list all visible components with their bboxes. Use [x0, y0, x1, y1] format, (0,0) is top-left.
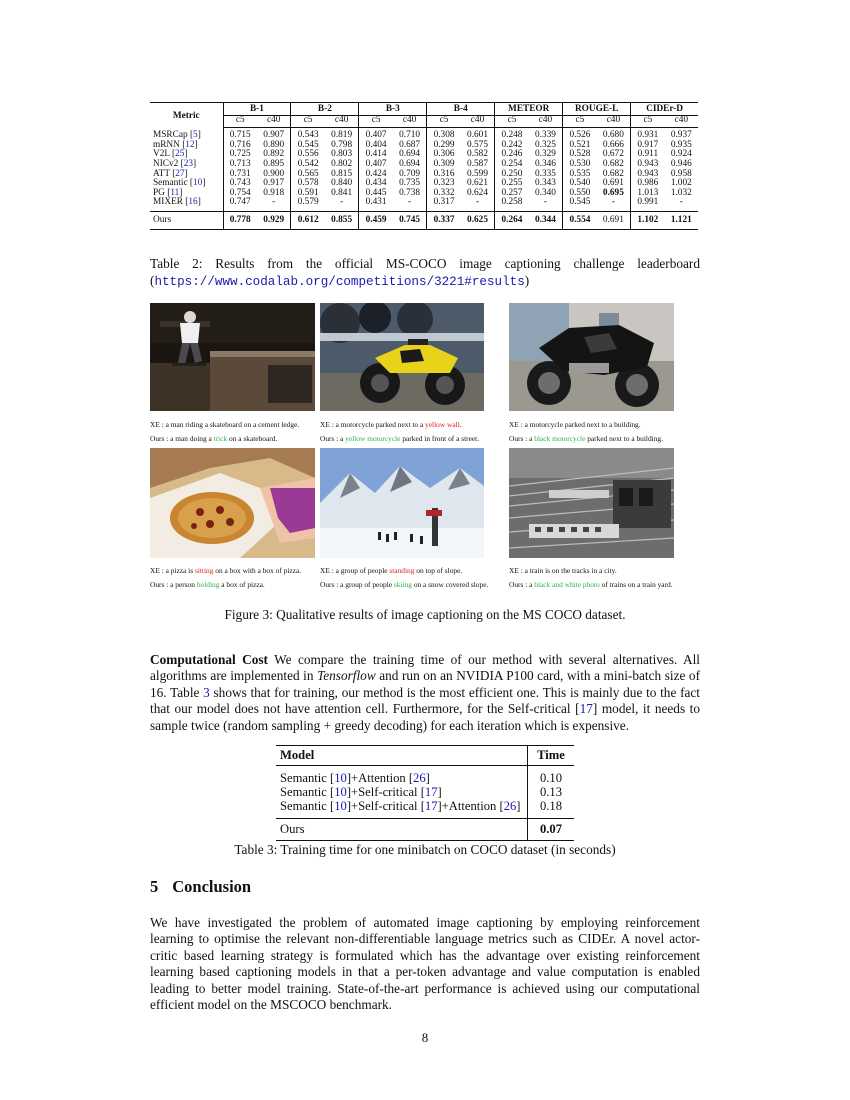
- value-cell: 0.855: [325, 211, 359, 229]
- value-cell: 0.526: [563, 128, 597, 141]
- value-cell: 0.991: [631, 198, 665, 211]
- method-cell: Ours: [150, 211, 223, 229]
- value-cell: 0.754: [223, 189, 257, 199]
- subheader: c40: [325, 115, 359, 128]
- value-cell: 0.819: [331, 130, 353, 141]
- value-cell: 0.621: [467, 178, 488, 189]
- time-cell: 0.18: [528, 799, 575, 819]
- value-cell: 0.802: [331, 158, 353, 169]
- value-cell: 0.924: [670, 149, 692, 160]
- metric-header: Metric: [150, 103, 223, 128]
- method-cell: MIXER [16]: [153, 197, 201, 208]
- value-cell: 0.299: [427, 141, 461, 151]
- computational-cost-paragraph: Computational Cost We compare the training time of our method with several alternatives. All algorithms are implemented in Tensorflow and run on an NVIDIA P100 card, with a mini-batch size of 16. Table 3 shows that for training, our method is the most efficient one. This is mainly due to the fact that our model does not have attention cell. Furthermore, for the Self-critical [17] model, it needs to sample twice (random sampling + greedy decoding) for each iteration which is expensive.: [150, 652, 700, 733]
- value-cell: 0.575: [467, 139, 488, 150]
- value-cell: 0.738: [399, 187, 421, 198]
- ski-slope-photo: [320, 448, 484, 558]
- value-cell: 0.264: [495, 211, 529, 229]
- value-cell: 0.798: [331, 139, 353, 150]
- value-cell: 0.943: [631, 160, 665, 170]
- value-cell: 0.958: [670, 168, 692, 179]
- value-cell: 0.431: [359, 198, 393, 211]
- value-cell: 0.340: [534, 187, 556, 198]
- group-header: METEOR: [495, 103, 563, 116]
- model-cell: Semantic [10]+Self-critical [17]+Attention [26]: [280, 799, 521, 813]
- value-cell: 0.254: [495, 160, 529, 170]
- value-cell: 0.255: [495, 179, 529, 189]
- value-cell: 0.250: [495, 170, 529, 180]
- value-cell: 0.710: [399, 130, 421, 141]
- caption-xe-6: XE : a train is on the tracks in a city.: [509, 566, 617, 575]
- value-cell: 0.986: [631, 179, 665, 189]
- subheader: c5: [291, 115, 325, 128]
- value-cell: 0.257: [495, 189, 529, 199]
- subheader: c40: [393, 115, 427, 128]
- value-cell: 0.731: [223, 170, 257, 180]
- citation-link[interactable]: 5: [193, 129, 198, 140]
- value-cell: 0.890: [263, 139, 285, 150]
- citation-link[interactable]: 12: [185, 139, 195, 150]
- value-cell: 0.815: [331, 168, 353, 179]
- value-cell: 0.530: [563, 160, 597, 170]
- subheader: c40: [257, 115, 291, 128]
- value-cell: 0.911: [631, 150, 665, 160]
- value-cell: 0.414: [359, 150, 393, 160]
- value-cell: 0.337: [427, 211, 461, 229]
- value-cell: 0.803: [331, 149, 353, 160]
- value-cell: 0.943: [631, 170, 665, 180]
- value-cell: 0.841: [331, 187, 353, 198]
- table3-caption: Table 3: Training time for one minibatch on COCO dataset (in seconds): [234, 842, 616, 857]
- value-cell: 0.687: [399, 139, 421, 150]
- table-row: [276, 766, 574, 786]
- value-cell: 0.917: [631, 141, 665, 151]
- value-cell: 0.931: [631, 128, 665, 141]
- caption-xe-5: XE : a group of people standing on top of slope.: [320, 566, 463, 575]
- group-header: B-2: [291, 103, 359, 116]
- value-cell: 0.545: [563, 198, 597, 211]
- table-row: [276, 799, 574, 819]
- value-cell: 0.535: [563, 170, 597, 180]
- value-cell: 1.102: [631, 211, 665, 229]
- group-header: CIDEr-D: [631, 103, 698, 116]
- method-cell: Semantic [10]: [153, 178, 206, 189]
- table-row: [276, 819, 574, 841]
- value-cell: 0.323: [427, 179, 461, 189]
- value-cell: 1.121: [665, 211, 698, 229]
- subheader: c5: [359, 115, 393, 128]
- value-cell: 1.013: [631, 189, 665, 199]
- citation-link[interactable]: 10: [334, 799, 347, 813]
- conclusion-paragraph: We have investigated the problem of automated image captioning by employing reinforcement learning to optimise the relevant non-differentiable language metrics such as CIDEr. A novel actor-critic based learning strategy is formulated which has the advantage over existing reinforcement learning based captioning models in that a per-token advantage and value computation is enabled leading to better model training. State-of-the-art performance is achieved using our computational efficient model on the MSCOCO benchmark.: [150, 915, 700, 1013]
- method-cell: MSRCap [5]: [153, 129, 201, 140]
- value-cell: 0.578: [291, 179, 325, 189]
- value-cell: 0.935: [670, 139, 692, 150]
- value-cell: 0.715: [223, 128, 257, 141]
- value-cell: 0.346: [534, 158, 556, 169]
- table2-caption: Table 2: Results from the official MS-COCO image captioning challenge leaderboard (https://www.codalab.org/competitions/3221#results): [150, 256, 700, 289]
- value-cell: 0.554: [563, 211, 597, 229]
- value-cell: 0.579: [291, 198, 325, 211]
- value-cell: 0.666: [602, 139, 624, 150]
- value-cell: 0.599: [467, 168, 488, 179]
- caption-ours-6: Ours : a black and white photo of trains on a train yard.: [509, 580, 673, 589]
- citation-link[interactable]: 25: [175, 149, 185, 160]
- value-cell: 0.778: [223, 211, 257, 229]
- value-cell: 0.625: [461, 211, 495, 229]
- value-cell: 0.929: [257, 211, 291, 229]
- value-cell: 0.691: [602, 178, 624, 189]
- value-cell: 0.946: [670, 158, 692, 169]
- value-cell: 0.434: [359, 179, 393, 189]
- caption-xe-3: XE : a motorcycle parked next to a building.: [509, 420, 641, 429]
- value-cell: 0.404: [359, 141, 393, 151]
- value-cell: 0.840: [331, 178, 353, 189]
- skateboard-photo: [150, 303, 315, 411]
- value-cell: 0.918: [263, 187, 285, 198]
- citation-link[interactable]: 23: [183, 158, 194, 169]
- subheader: c5: [563, 115, 597, 128]
- value-cell: 0.306: [427, 150, 461, 160]
- value-cell: 0.682: [602, 168, 624, 179]
- yellow-motorcycle-photo: [320, 303, 484, 411]
- value-cell: 0.407: [359, 128, 393, 141]
- value-cell: 0.892: [263, 149, 285, 160]
- model-header: Model: [276, 746, 528, 766]
- value-cell: 1.002: [670, 178, 692, 189]
- value-cell: 0.258: [495, 198, 529, 211]
- value-cell: 0.521: [563, 141, 597, 151]
- model-cell: Semantic [10]+Self-critical [17]: [280, 785, 442, 799]
- group-header: B-3: [359, 103, 427, 116]
- value-cell: 0.747: [223, 198, 257, 211]
- subheader: c40: [461, 115, 495, 128]
- value-cell: 0.332: [427, 189, 461, 199]
- value-cell: 0.556: [291, 150, 325, 160]
- value-cell: 0.445: [359, 189, 393, 199]
- citation-link[interactable]: 16: [188, 197, 198, 208]
- value-cell: 0.540: [563, 179, 597, 189]
- value-cell: 0.716: [223, 141, 257, 151]
- value-cell: 0.709: [399, 168, 421, 179]
- value-cell: 0.317: [427, 198, 461, 211]
- group-header: B-4: [427, 103, 495, 116]
- table-row: [150, 211, 698, 229]
- value-cell: 0.900: [263, 168, 285, 179]
- value-cell: 0.308: [427, 128, 461, 141]
- citation-link[interactable]: 10: [193, 178, 203, 189]
- table-row: [150, 128, 698, 141]
- paragraph-heading: Computational Cost: [150, 652, 268, 667]
- value-cell: 0.745: [393, 211, 427, 229]
- value-cell: -: [679, 197, 683, 208]
- page-number: 8: [421, 1030, 429, 1045]
- train-yard-photo: [509, 448, 674, 558]
- value-cell: 0.407: [359, 160, 393, 170]
- value-cell: 0.624: [467, 187, 488, 198]
- value-cell: 0.424: [359, 170, 393, 180]
- value-cell: 0.672: [602, 149, 624, 160]
- value-cell: 0.339: [534, 130, 556, 141]
- citation-link[interactable]: 10: [334, 785, 347, 799]
- value-cell: 0.528: [563, 150, 597, 160]
- value-cell: 1.032: [670, 187, 692, 198]
- citation-link[interactable]: 11: [170, 187, 180, 198]
- black-motorcycle-photo: [509, 303, 674, 411]
- time-header: Time: [528, 746, 575, 766]
- caption-ours-2: Ours : a yellow motorcycle parked in front of a street.: [320, 434, 480, 443]
- group-header: B-1: [223, 103, 291, 116]
- pizza-photo: [150, 448, 315, 558]
- value-cell: 0.694: [399, 158, 421, 169]
- value-cell: 0.691: [597, 211, 631, 229]
- subheader: c5: [223, 115, 257, 128]
- method-cell: mRNN [12]: [153, 139, 198, 150]
- value-cell: 0.695: [602, 187, 624, 198]
- value-cell: -: [272, 197, 276, 208]
- value-cell: -: [340, 197, 344, 208]
- value-cell: 0.735: [399, 178, 421, 189]
- value-cell: 0.612: [291, 211, 325, 229]
- subheader: c40: [597, 115, 631, 128]
- value-cell: 0.743: [223, 179, 257, 189]
- citation-link[interactable]: 26: [413, 771, 426, 785]
- time-cell: 0.10: [528, 766, 575, 786]
- citation-link[interactable]: 10: [334, 771, 347, 785]
- value-cell: 0.582: [467, 149, 488, 160]
- value-cell: 0.565: [291, 170, 325, 180]
- time-cell: 0.13: [528, 785, 575, 799]
- caption-ours-1: Ours : a man doing a trick on a skateboard.: [150, 434, 278, 443]
- value-cell: -: [408, 197, 412, 208]
- caption-ours-3: Ours : a black motorcycle parked next to a building.: [509, 434, 663, 443]
- section-heading: 5 Conclusion: [150, 877, 252, 896]
- group-header: ROUGE-L: [563, 103, 631, 116]
- value-cell: 0.937: [670, 130, 692, 141]
- subheader: c5: [495, 115, 529, 128]
- value-cell: 0.682: [602, 158, 624, 169]
- figure-caption: Figure 3: Qualitative results of image captioning on the MS COCO dataset.: [224, 607, 626, 622]
- value-cell: 0.335: [534, 168, 556, 179]
- value-cell: 0.713: [223, 160, 257, 170]
- model-cell: Ours: [276, 819, 528, 841]
- subheader: c40: [529, 115, 563, 128]
- time-cell: 0.07: [528, 819, 575, 841]
- value-cell: 0.459: [359, 211, 393, 229]
- value-cell: 0.917: [263, 178, 285, 189]
- value-cell: 0.550: [563, 189, 597, 199]
- value-cell: 0.694: [399, 149, 421, 160]
- value-cell: 0.542: [291, 160, 325, 170]
- value-cell: 0.680: [602, 130, 624, 141]
- caption-xe-4: XE : a pizza is sitting on a box with a box of pizza.: [150, 566, 302, 575]
- citation-link[interactable]: 27: [175, 168, 185, 179]
- citation-link[interactable]: 17: [579, 701, 593, 717]
- value-cell: 0.344: [529, 211, 563, 229]
- value-cell: 0.242: [495, 141, 529, 151]
- method-cell: V2L [25]: [153, 149, 188, 160]
- value-cell: 0.325: [534, 139, 556, 150]
- value-cell: 0.725: [223, 150, 257, 160]
- value-cell: 0.329: [534, 149, 556, 160]
- table-row: [276, 785, 574, 799]
- value-cell: 0.587: [467, 158, 488, 169]
- value-cell: -: [611, 197, 615, 208]
- value-cell: -: [543, 197, 547, 208]
- table-row: [150, 198, 698, 211]
- value-cell: 0.248: [495, 128, 529, 141]
- value-cell: 0.309: [427, 160, 461, 170]
- citation-link[interactable]: 26: [503, 799, 517, 813]
- leaderboard-link[interactable]: https://www.codalab.org/competitions/3221#results: [154, 275, 525, 289]
- value-cell: 0.343: [534, 178, 556, 189]
- subheader: c40: [665, 115, 698, 128]
- results-table: [150, 102, 698, 230]
- value-cell: 0.601: [467, 130, 488, 141]
- value-cell: 0.545: [291, 141, 325, 151]
- value-cell: 0.246: [495, 150, 529, 160]
- method-cell: PG [11]: [153, 187, 183, 198]
- subheader: c5: [427, 115, 461, 128]
- value-cell: 0.543: [291, 128, 325, 141]
- method-cell: NICv2 [23]: [153, 158, 197, 169]
- value-cell: 0.907: [263, 130, 285, 141]
- citation-link[interactable]: 17: [424, 799, 438, 813]
- caption-xe-1: XE : a man riding a skateboard on a cement ledge.: [150, 420, 300, 429]
- value-cell: 0.316: [427, 170, 461, 180]
- caption-xe-2: XE : a motorcycle parked next to a yellow wall.: [320, 420, 462, 429]
- training-time-table: [276, 745, 574, 841]
- subheader: c5: [631, 115, 665, 128]
- value-cell: 0.591: [291, 189, 325, 199]
- caption-ours-5: Ours : a group of people skiing on a snow covered slope.: [320, 580, 489, 589]
- method-cell: ATT [27]: [153, 168, 188, 179]
- value-cell: 0.895: [263, 158, 285, 169]
- caption-ours-4: Ours : a person holding a box of pizza.: [150, 580, 265, 589]
- value-cell: -: [475, 197, 480, 208]
- citation-link[interactable]: 17: [424, 785, 438, 799]
- model-cell: Semantic [10]+Attention [26]: [280, 771, 430, 785]
- table-ref-link[interactable]: 3: [203, 684, 210, 700]
